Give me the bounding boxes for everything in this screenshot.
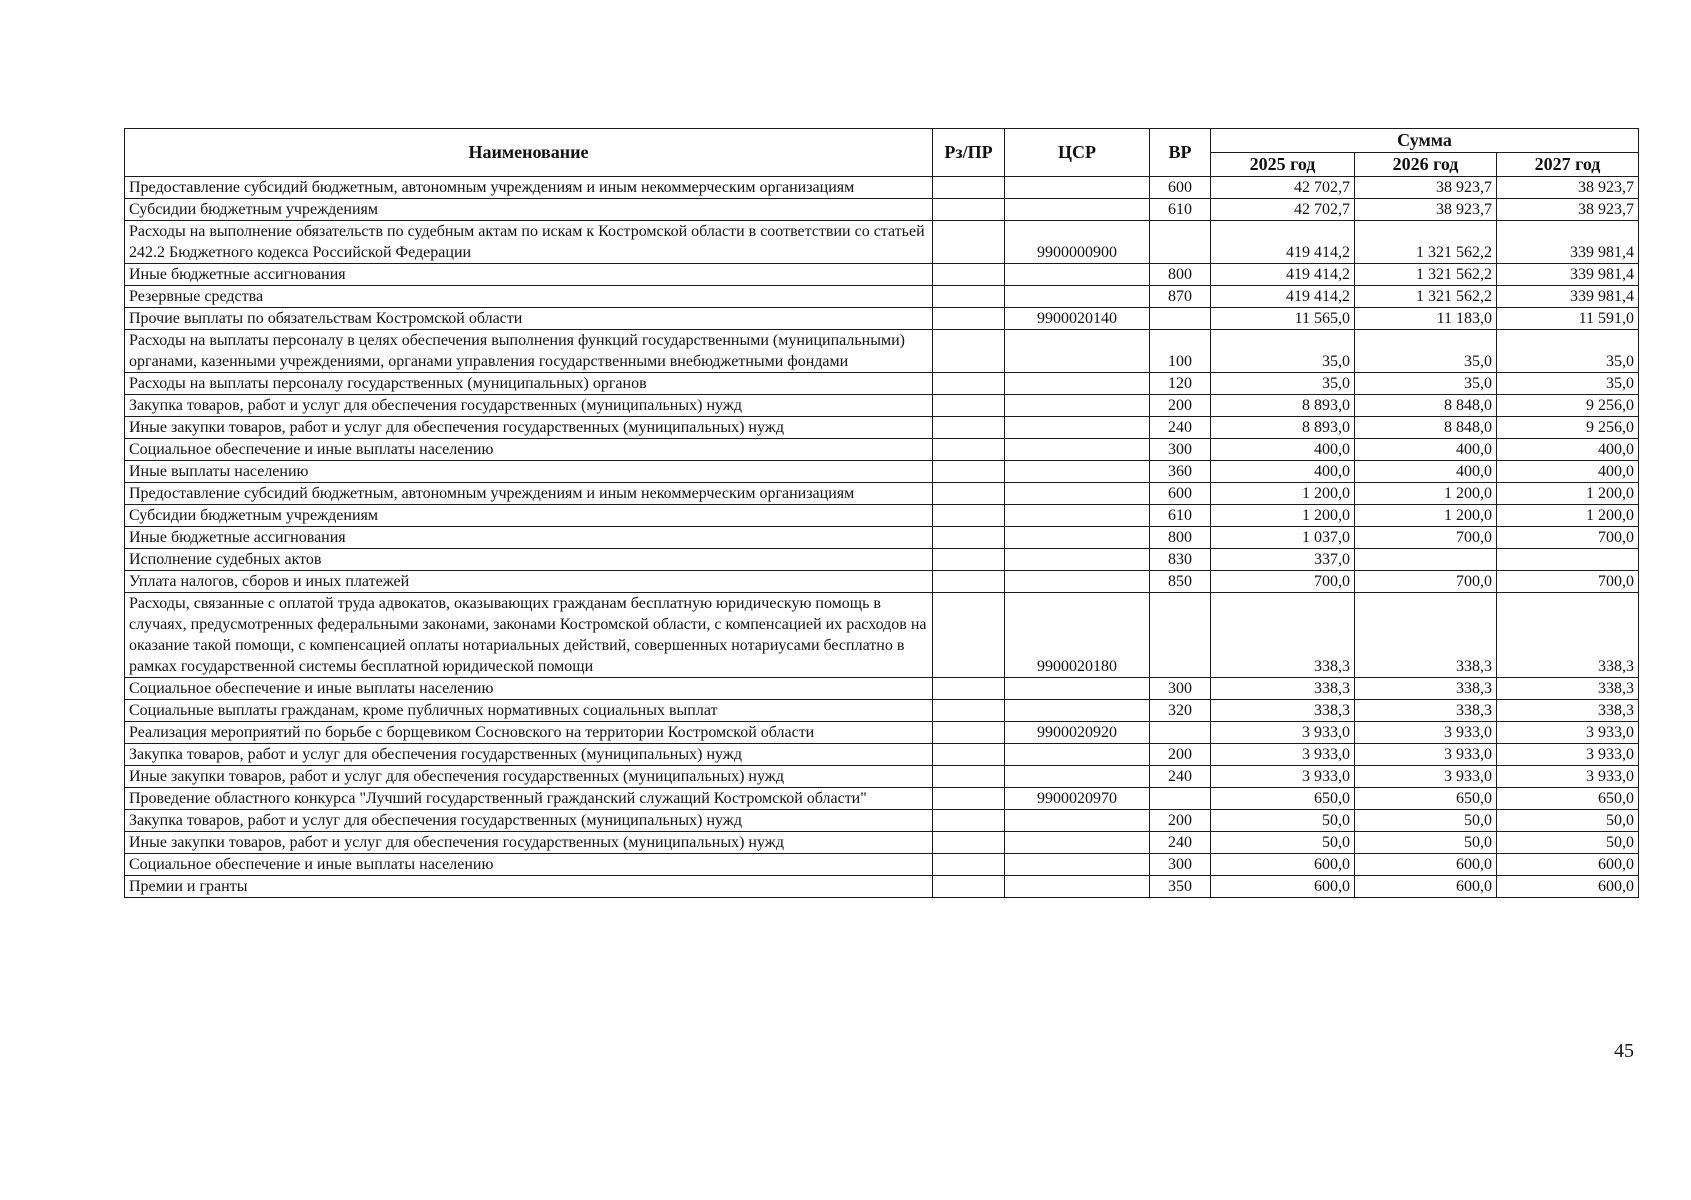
- cell-2025: 419 414,2: [1211, 264, 1355, 286]
- cell-csr: [1005, 505, 1150, 527]
- cell-2026: 338,3: [1355, 700, 1497, 722]
- cell-rzpr: [933, 766, 1005, 788]
- cell-2025: 700,0: [1211, 571, 1355, 593]
- cell-rzpr: [933, 876, 1005, 898]
- cell-2026: 400,0: [1355, 461, 1497, 483]
- table-row: [125, 832, 1639, 854]
- table-row: [125, 461, 1639, 483]
- cell-rzpr: [933, 678, 1005, 700]
- cell-csr: [1005, 264, 1150, 286]
- header-row: [125, 129, 1639, 153]
- cell-2026: 700,0: [1355, 527, 1497, 549]
- cell-vr: [1150, 221, 1211, 264]
- cell-2025: 600,0: [1211, 876, 1355, 898]
- cell-2027: 9 256,0: [1497, 395, 1639, 417]
- cell-2025: 42 702,7: [1211, 177, 1355, 199]
- cell-vr: 240: [1150, 832, 1211, 854]
- cell-rzpr: [933, 700, 1005, 722]
- cell-2025: 8 893,0: [1211, 395, 1355, 417]
- cell-2025: 3 933,0: [1211, 722, 1355, 744]
- cell-2025: 419 414,2: [1211, 286, 1355, 308]
- cell-rzpr: [933, 395, 1005, 417]
- cell-csr: [1005, 483, 1150, 505]
- cell-vr: 240: [1150, 417, 1211, 439]
- cell-vr: 830: [1150, 549, 1211, 571]
- cell-2027: [1497, 549, 1639, 571]
- cell-2026: 35,0: [1355, 373, 1497, 395]
- cell-vr: 350: [1150, 876, 1211, 898]
- cell-2025: 8 893,0: [1211, 417, 1355, 439]
- table-row: [125, 330, 1639, 373]
- header-name: Наименование: [125, 129, 933, 177]
- table-row: [125, 199, 1639, 221]
- cell-2027: 339 981,4: [1497, 221, 1639, 264]
- cell-vr: 360: [1150, 461, 1211, 483]
- cell-name: Иные закупки товаров, работ и услуг для обеспечения государственных (муниципальных) нужд: [125, 832, 933, 854]
- cell-csr: 9900020180: [1005, 593, 1150, 678]
- cell-2027: 339 981,4: [1497, 286, 1639, 308]
- cell-2027: 9 256,0: [1497, 417, 1639, 439]
- cell-2026: 1 321 562,2: [1355, 264, 1497, 286]
- cell-2026: 600,0: [1355, 876, 1497, 898]
- table-row: [125, 221, 1639, 264]
- cell-name: Иные бюджетные ассигнования: [125, 527, 933, 549]
- cell-vr: 300: [1150, 678, 1211, 700]
- cell-name: Иные закупки товаров, работ и услуг для обеспечения государственных (муниципальных) нужд: [125, 417, 933, 439]
- cell-2026: 650,0: [1355, 788, 1497, 810]
- cell-2027: 3 933,0: [1497, 766, 1639, 788]
- cell-name: Иные закупки товаров, работ и услуг для обеспечения государственных (муниципальных) нужд: [125, 766, 933, 788]
- cell-2025: 42 702,7: [1211, 199, 1355, 221]
- table-body: [125, 177, 1639, 898]
- cell-name: Предоставление субсидий бюджетным, автономным учреждениям и иным некоммерческим организациям: [125, 483, 933, 505]
- table-row: [125, 177, 1639, 199]
- budget-table: [124, 128, 1639, 898]
- header-vr: ВР: [1150, 129, 1211, 177]
- cell-2027: 650,0: [1497, 788, 1639, 810]
- table-row: [125, 549, 1639, 571]
- cell-csr: [1005, 286, 1150, 308]
- cell-rzpr: [933, 744, 1005, 766]
- cell-rzpr: [933, 788, 1005, 810]
- cell-rzpr: [933, 199, 1005, 221]
- cell-2026: [1355, 549, 1497, 571]
- cell-name: Социальное обеспечение и иные выплаты населению: [125, 678, 933, 700]
- table-row: [125, 876, 1639, 898]
- cell-2026: 38 923,7: [1355, 199, 1497, 221]
- cell-name: Премии и гранты: [125, 876, 933, 898]
- cell-2026: 50,0: [1355, 832, 1497, 854]
- cell-2027: 400,0: [1497, 461, 1639, 483]
- cell-2025: 35,0: [1211, 330, 1355, 373]
- cell-rzpr: [933, 810, 1005, 832]
- cell-name: Исполнение судебных актов: [125, 549, 933, 571]
- cell-vr: 610: [1150, 199, 1211, 221]
- cell-vr: [1150, 788, 1211, 810]
- header-rzpr: Рз/ПР: [933, 129, 1005, 177]
- cell-name: Расходы на выплаты персоналу в целях обеспечения выполнения функций государственными (муниципальными) органами, казенными учреждениями, органами управления государственными внебюджетными фондами: [125, 330, 933, 373]
- cell-csr: [1005, 854, 1150, 876]
- cell-vr: 120: [1150, 373, 1211, 395]
- cell-csr: [1005, 810, 1150, 832]
- cell-2026: 38 923,7: [1355, 177, 1497, 199]
- table-row: [125, 286, 1639, 308]
- table-row: [125, 395, 1639, 417]
- cell-csr: 9900020140: [1005, 308, 1150, 330]
- cell-2025: 35,0: [1211, 373, 1355, 395]
- cell-name: Расходы на выполнение обязательств по судебным актам по искам к Костромской области в соответствии со статьей 242.2 Бюджетного кодекса Российской Федерации: [125, 221, 933, 264]
- cell-csr: [1005, 549, 1150, 571]
- cell-name: Предоставление субсидий бюджетным, автономным учреждениям и иным некоммерческим организациям: [125, 177, 933, 199]
- cell-2027: 400,0: [1497, 439, 1639, 461]
- cell-2025: 337,0: [1211, 549, 1355, 571]
- cell-csr: [1005, 766, 1150, 788]
- cell-name: Закупка товаров, работ и услуг для обеспечения государственных (муниципальных) нужд: [125, 810, 933, 832]
- cell-csr: 9900000900: [1005, 221, 1150, 264]
- cell-name: Резервные средства: [125, 286, 933, 308]
- cell-2027: 38 923,7: [1497, 177, 1639, 199]
- cell-2026: 11 183,0: [1355, 308, 1497, 330]
- cell-2025: 1 037,0: [1211, 527, 1355, 549]
- cell-2027: 38 923,7: [1497, 199, 1639, 221]
- cell-2025: 400,0: [1211, 439, 1355, 461]
- cell-vr: [1150, 593, 1211, 678]
- cell-2027: 338,3: [1497, 678, 1639, 700]
- cell-2026: 1 321 562,2: [1355, 286, 1497, 308]
- table-row: [125, 373, 1639, 395]
- header-year-2027: 2027 год: [1497, 153, 1639, 177]
- cell-2025: 3 933,0: [1211, 766, 1355, 788]
- cell-2025: 1 200,0: [1211, 483, 1355, 505]
- cell-csr: [1005, 199, 1150, 221]
- cell-2026: 1 321 562,2: [1355, 221, 1497, 264]
- page-number: 45: [1614, 1040, 1634, 1062]
- table-row: [125, 505, 1639, 527]
- cell-2027: 3 933,0: [1497, 744, 1639, 766]
- cell-name: Расходы на выплаты персоналу государственных (муниципальных) органов: [125, 373, 933, 395]
- cell-rzpr: [933, 308, 1005, 330]
- cell-vr: [1150, 308, 1211, 330]
- table-row: [125, 766, 1639, 788]
- cell-2026: 35,0: [1355, 330, 1497, 373]
- cell-csr: [1005, 678, 1150, 700]
- cell-csr: [1005, 700, 1150, 722]
- cell-2025: 50,0: [1211, 810, 1355, 832]
- cell-name: Проведение областного конкурса "Лучший государственный гражданский служащий Костромской области": [125, 788, 933, 810]
- cell-rzpr: [933, 330, 1005, 373]
- table-row: [125, 854, 1639, 876]
- cell-2025: 419 414,2: [1211, 221, 1355, 264]
- cell-rzpr: [933, 461, 1005, 483]
- cell-2025: 50,0: [1211, 832, 1355, 854]
- cell-2027: 600,0: [1497, 876, 1639, 898]
- cell-rzpr: [933, 373, 1005, 395]
- cell-vr: 850: [1150, 571, 1211, 593]
- cell-name: Иные бюджетные ассигнования: [125, 264, 933, 286]
- cell-rzpr: [933, 527, 1005, 549]
- cell-vr: [1150, 722, 1211, 744]
- cell-2026: 1 200,0: [1355, 505, 1497, 527]
- cell-rzpr: [933, 832, 1005, 854]
- table-row: [125, 417, 1639, 439]
- cell-rzpr: [933, 854, 1005, 876]
- cell-rzpr: [933, 439, 1005, 461]
- cell-2026: 8 848,0: [1355, 417, 1497, 439]
- cell-2027: 700,0: [1497, 571, 1639, 593]
- table-row: [125, 722, 1639, 744]
- cell-rzpr: [933, 417, 1005, 439]
- cell-2026: 700,0: [1355, 571, 1497, 593]
- cell-csr: 9900020970: [1005, 788, 1150, 810]
- cell-2027: 600,0: [1497, 854, 1639, 876]
- table-row: [125, 678, 1639, 700]
- cell-csr: [1005, 439, 1150, 461]
- cell-vr: 800: [1150, 527, 1211, 549]
- cell-2027: 50,0: [1497, 810, 1639, 832]
- cell-2026: 1 200,0: [1355, 483, 1497, 505]
- header-year-2025: 2025 год: [1211, 153, 1355, 177]
- cell-vr: 200: [1150, 744, 1211, 766]
- cell-2025: 1 200,0: [1211, 505, 1355, 527]
- cell-2026: 3 933,0: [1355, 744, 1497, 766]
- cell-csr: [1005, 527, 1150, 549]
- cell-vr: 100: [1150, 330, 1211, 373]
- cell-csr: 9900020920: [1005, 722, 1150, 744]
- cell-name: Закупка товаров, работ и услуг для обеспечения государственных (муниципальных) нужд: [125, 395, 933, 417]
- cell-vr: 870: [1150, 286, 1211, 308]
- cell-2025: 11 565,0: [1211, 308, 1355, 330]
- cell-csr: [1005, 832, 1150, 854]
- cell-2027: 1 200,0: [1497, 483, 1639, 505]
- cell-csr: [1005, 461, 1150, 483]
- cell-2026: 50,0: [1355, 810, 1497, 832]
- cell-csr: [1005, 876, 1150, 898]
- cell-rzpr: [933, 722, 1005, 744]
- cell-2027: 3 933,0: [1497, 722, 1639, 744]
- cell-csr: [1005, 395, 1150, 417]
- cell-2026: 3 933,0: [1355, 722, 1497, 744]
- cell-vr: 240: [1150, 766, 1211, 788]
- cell-2026: 8 848,0: [1355, 395, 1497, 417]
- cell-2026: 338,3: [1355, 678, 1497, 700]
- cell-name: Уплата налогов, сборов и иных платежей: [125, 571, 933, 593]
- cell-csr: [1005, 330, 1150, 373]
- cell-vr: 320: [1150, 700, 1211, 722]
- cell-name: Реализация мероприятий по борьбе с борщевиком Сосновского на территории Костромской области: [125, 722, 933, 744]
- table-row: [125, 571, 1639, 593]
- cell-vr: 610: [1150, 505, 1211, 527]
- cell-rzpr: [933, 286, 1005, 308]
- cell-name: Социальное обеспечение и иные выплаты населению: [125, 854, 933, 876]
- cell-name: Субсидии бюджетным учреждениям: [125, 199, 933, 221]
- cell-name: Закупка товаров, работ и услуг для обеспечения государственных (муниципальных) нужд: [125, 744, 933, 766]
- cell-2027: 700,0: [1497, 527, 1639, 549]
- cell-rzpr: [933, 483, 1005, 505]
- cell-csr: [1005, 417, 1150, 439]
- cell-rzpr: [933, 177, 1005, 199]
- cell-2025: 3 933,0: [1211, 744, 1355, 766]
- cell-2027: 339 981,4: [1497, 264, 1639, 286]
- cell-name: Расходы, связанные с оплатой труда адвокатов, оказывающих гражданам бесплатную юридическую помощь в случаях, предусмотренных федеральными законами, законами Костромской области, с компенсацией их расходов на оказание такой помощи, с компенсацией оплаты нотариальных действий, совершенных нотариусами бесплатно в рамках государственной системы бесплатной юридической помощи: [125, 593, 933, 678]
- cell-name: Социальные выплаты гражданам, кроме публичных нормативных социальных выплат: [125, 700, 933, 722]
- cell-vr: 200: [1150, 810, 1211, 832]
- cell-2025: 338,3: [1211, 593, 1355, 678]
- table-row: [125, 483, 1639, 505]
- cell-name: Субсидии бюджетным учреждениям: [125, 505, 933, 527]
- table-row: [125, 308, 1639, 330]
- cell-2026: 3 933,0: [1355, 766, 1497, 788]
- table-row: [125, 593, 1639, 678]
- cell-rzpr: [933, 549, 1005, 571]
- cell-2027: 35,0: [1497, 330, 1639, 373]
- table-row: [125, 700, 1639, 722]
- cell-rzpr: [933, 593, 1005, 678]
- cell-name: Социальное обеспечение и иные выплаты населению: [125, 439, 933, 461]
- cell-2027: 11 591,0: [1497, 308, 1639, 330]
- table-row: [125, 788, 1639, 810]
- cell-csr: [1005, 177, 1150, 199]
- header-csr: ЦСР: [1005, 129, 1150, 177]
- header-sum: Сумма: [1211, 129, 1639, 153]
- table-row: [125, 810, 1639, 832]
- cell-2025: 338,3: [1211, 700, 1355, 722]
- cell-2027: 338,3: [1497, 700, 1639, 722]
- cell-2026: 400,0: [1355, 439, 1497, 461]
- cell-2027: 1 200,0: [1497, 505, 1639, 527]
- cell-vr: 800: [1150, 264, 1211, 286]
- cell-vr: 600: [1150, 483, 1211, 505]
- cell-vr: 600: [1150, 177, 1211, 199]
- header-year-2026: 2026 год: [1355, 153, 1497, 177]
- cell-csr: [1005, 744, 1150, 766]
- cell-name: Иные выплаты населению: [125, 461, 933, 483]
- table-row: [125, 439, 1639, 461]
- cell-2026: 338,3: [1355, 593, 1497, 678]
- cell-rzpr: [933, 264, 1005, 286]
- cell-2025: 650,0: [1211, 788, 1355, 810]
- cell-2027: 50,0: [1497, 832, 1639, 854]
- cell-2025: 400,0: [1211, 461, 1355, 483]
- table-row: [125, 527, 1639, 549]
- cell-vr: 300: [1150, 854, 1211, 876]
- cell-name: Прочие выплаты по обязательствам Костромской области: [125, 308, 933, 330]
- cell-vr: 200: [1150, 395, 1211, 417]
- cell-rzpr: [933, 221, 1005, 264]
- cell-2027: 338,3: [1497, 593, 1639, 678]
- cell-csr: [1005, 571, 1150, 593]
- cell-2027: 35,0: [1497, 373, 1639, 395]
- cell-2025: 600,0: [1211, 854, 1355, 876]
- cell-2025: 338,3: [1211, 678, 1355, 700]
- cell-2026: 600,0: [1355, 854, 1497, 876]
- table-row: [125, 744, 1639, 766]
- cell-rzpr: [933, 571, 1005, 593]
- cell-rzpr: [933, 505, 1005, 527]
- cell-csr: [1005, 373, 1150, 395]
- table-row: [125, 264, 1639, 286]
- cell-vr: 300: [1150, 439, 1211, 461]
